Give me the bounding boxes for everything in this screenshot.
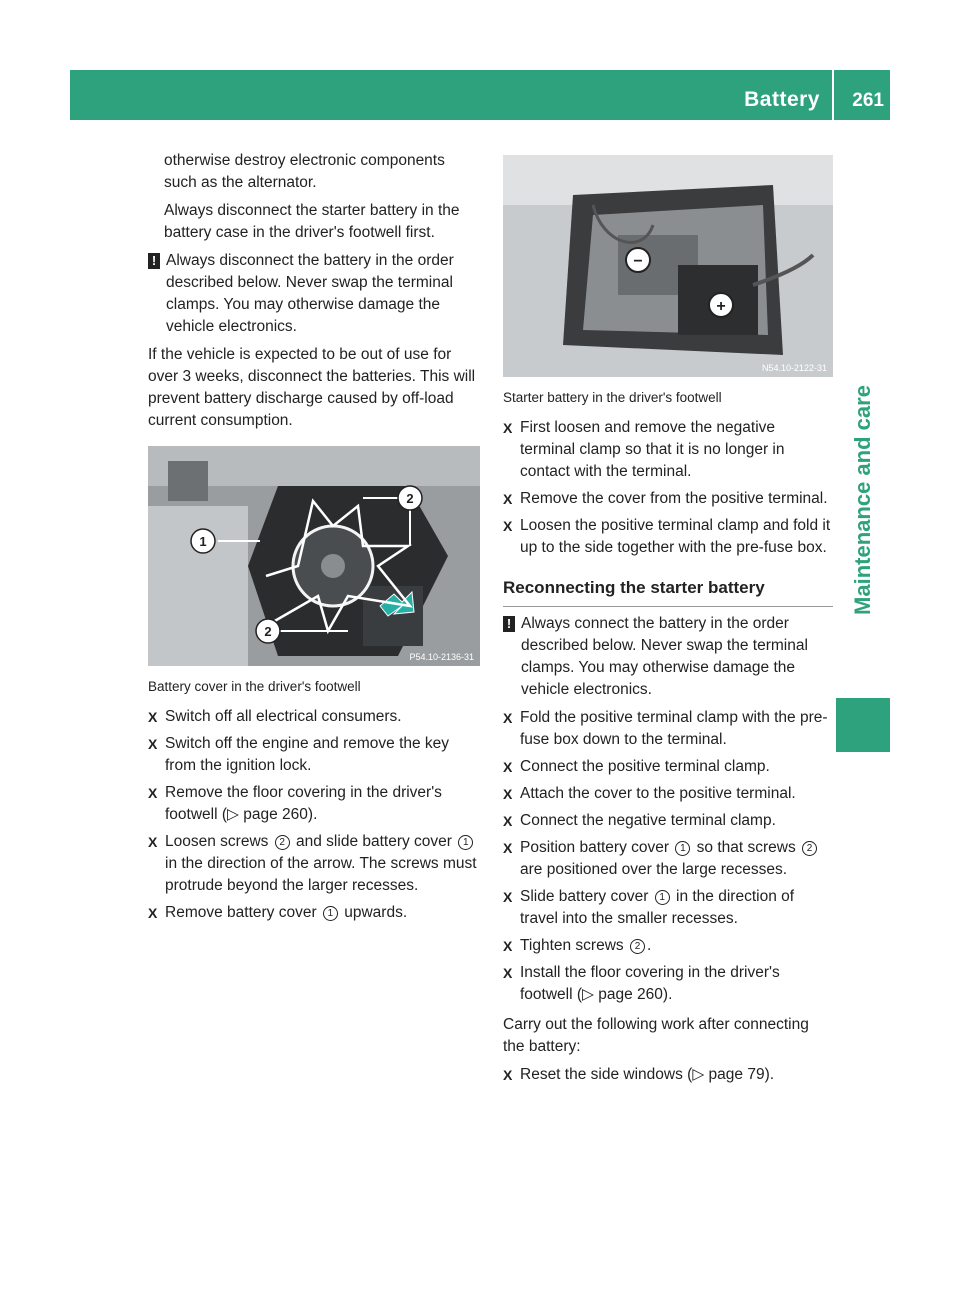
intro-text-1: otherwise destroy electronic components such as the alternator. xyxy=(164,152,445,191)
left-column xyxy=(148,150,480,929)
step-marker-icon: X xyxy=(503,938,513,954)
warning-note xyxy=(503,613,833,701)
callout-2-icon: 2 xyxy=(802,841,817,856)
figure-caption: Starter battery in the driver's footwell xyxy=(503,390,722,405)
step-item: X Remove the floor covering in the driver's footwell (▷ page 260). xyxy=(148,784,442,823)
callout-2-marker-top xyxy=(398,486,422,510)
step-item: X Connect the positive terminal clamp. xyxy=(503,756,833,778)
step-item: X Connect the negative terminal clamp. xyxy=(503,810,833,832)
step-item: X Install the floor covering in the driver's footwell (▷ page 260). xyxy=(503,964,780,1003)
intro-text-2: Always disconnect the starter battery in the battery case in the driver's footwell first. xyxy=(164,202,460,241)
step-item: X First loosen and remove the negative terminal clamp so that it is no longer in contact with the terminal. xyxy=(503,419,785,480)
step-item: X Loosen screws 2 and slide battery cover 1 in the direction of the arrow. The screws must protrude beyond the larger recesses. xyxy=(148,833,477,894)
starter-battery-photo xyxy=(503,155,833,377)
step-item: X Slide battery cover 1 in the direction of travel into the smaller recesses. xyxy=(503,888,795,927)
step-item: X Attach the cover to the positive terminal. xyxy=(503,783,833,805)
chapter-tab-marker xyxy=(836,698,890,752)
negative-terminal-marker xyxy=(626,248,650,272)
step-marker-icon: X xyxy=(148,834,158,850)
warning-note xyxy=(148,250,480,338)
step-item: X Switch off the engine and remove the key from the ignition lock. xyxy=(148,735,450,774)
step-marker-icon: X xyxy=(503,759,513,775)
svg-text:2: 2 xyxy=(406,491,414,506)
step-item: X Remove the cover from the positive terminal. xyxy=(503,488,833,510)
svg-text:2: 2 xyxy=(264,624,272,639)
callout-2-icon: 2 xyxy=(630,939,645,954)
figure-caption: Battery cover in the driver's footwell xyxy=(148,679,361,694)
svg-text:−: − xyxy=(633,253,643,270)
step-marker-icon: X xyxy=(503,840,513,856)
warning-icon: ! xyxy=(148,253,160,269)
callout-1-icon: 1 xyxy=(458,835,473,850)
step-item: X Loosen the positive terminal clamp and fold it up to the side together with the pre-fuse box. xyxy=(503,517,831,556)
section-title: Reconnecting the starter battery xyxy=(503,577,833,607)
figure-id: N54.10-2122-31 xyxy=(761,363,827,373)
step-marker-icon: X xyxy=(503,786,513,802)
chapter-tab-label: Maintenance and care xyxy=(850,385,875,615)
step-marker-icon: X xyxy=(503,889,513,905)
page-reference[interactable]: page 79). xyxy=(708,1066,775,1083)
step-item: X Tighten screws 2 . xyxy=(503,935,833,957)
warning-text: Always connect the battery in the order described below. Never swap the terminal clamps. You may otherwise damage the vehicle electronics. xyxy=(521,615,808,698)
step-marker-icon: X xyxy=(503,518,513,534)
figure-id: P54.10-2136-31 xyxy=(409,652,474,662)
header-title: Battery xyxy=(744,88,820,111)
step-item: X Reset the side windows (▷ page 79). xyxy=(503,1064,833,1086)
step-marker-icon: X xyxy=(503,420,513,436)
step-marker-icon: X xyxy=(148,785,158,801)
step-marker-icon: X xyxy=(503,491,513,507)
battery-cover-photo xyxy=(148,446,480,666)
page-ref-arrow-icon: ▷ xyxy=(227,806,239,823)
page-number: 261 xyxy=(852,90,884,111)
step-item: X Position battery cover 1 so that screws 2 are positioned over the large recesses. xyxy=(503,837,833,881)
warning-icon: ! xyxy=(503,616,515,632)
page-ref-arrow-icon: ▷ xyxy=(692,1066,705,1083)
callout-1-icon: 1 xyxy=(323,906,338,921)
callout-2-icon: 2 xyxy=(275,835,290,850)
storage-paragraph: If the vehicle is expected to be out of use for over 3 weeks, disconnect the batteries. This will prevent battery discharge caused by off-load current consumption. xyxy=(148,346,476,429)
post-connect-paragraph: Carry out the following work after connecting the battery: xyxy=(503,1016,809,1055)
step-marker-icon: X xyxy=(148,709,158,725)
callout-1-icon: 1 xyxy=(675,841,690,856)
page-reference[interactable]: page 260). xyxy=(598,986,673,1003)
step-marker-icon: X xyxy=(503,1067,513,1083)
header-separator xyxy=(832,70,834,120)
step-marker-icon: X xyxy=(148,736,158,752)
warning-text: Always disconnect the battery in the order described below. Never swap the terminal clamps. You may otherwise damage the vehicle electronics. xyxy=(166,252,454,335)
callout-2-marker-bottom xyxy=(256,619,280,643)
step-marker-icon: X xyxy=(148,905,158,921)
svg-text:1: 1 xyxy=(199,534,207,549)
page-header xyxy=(70,70,890,120)
page-reference[interactable]: page 260). xyxy=(243,806,318,823)
chapter-tab xyxy=(836,300,890,700)
step-marker-icon: X xyxy=(503,710,513,726)
step-item: X Fold the positive terminal clamp with the pre-fuse box down to the terminal. xyxy=(503,709,828,748)
step-item: X Switch off all electrical consumers. xyxy=(148,706,480,728)
step-item: X Remove battery cover 1 upwards. xyxy=(148,902,480,924)
step-marker-icon: X xyxy=(503,965,513,981)
step-marker-icon: X xyxy=(503,813,513,829)
right-column xyxy=(503,150,833,1091)
positive-terminal-marker xyxy=(709,293,733,317)
svg-text:+: + xyxy=(716,298,726,315)
callout-1-icon: 1 xyxy=(655,890,670,905)
page-ref-arrow-icon: ▷ xyxy=(582,986,594,1003)
callout-1-marker xyxy=(191,529,215,553)
